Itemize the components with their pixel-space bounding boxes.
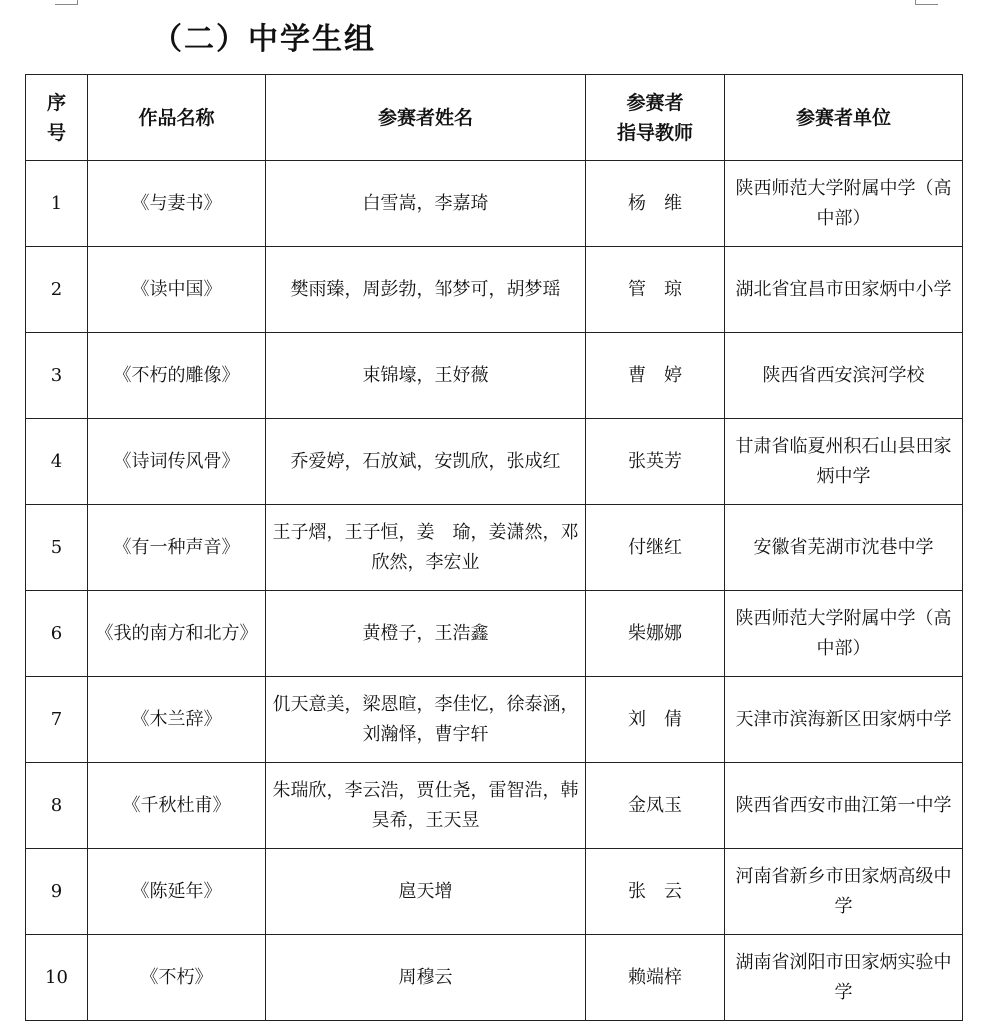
cell-unit: 陕西省西安滨河学校 — [725, 333, 963, 419]
header-teacher-line2: 指导教师 — [616, 121, 693, 144]
cell-no: 5 — [26, 505, 88, 591]
cell-work: 《不朽的雕像》 — [88, 333, 266, 419]
cell-unit: 安徽省芜湖市沈巷中学 — [725, 505, 963, 591]
awards-table — [25, 74, 963, 1021]
cell-unit: 甘肃省临夏州积石山县田家炳中学 — [725, 419, 963, 505]
cell-participants: 周穆云 — [266, 935, 586, 1021]
cell-no: 3 — [26, 333, 88, 419]
cell-teacher: 付继红 — [586, 505, 725, 591]
cell-teacher: 柴娜娜 — [586, 591, 725, 677]
cell-work: 《有一种声音》 — [88, 505, 266, 591]
table-row — [26, 419, 963, 505]
cell-unit: 湖南省浏阳市田家炳实验中学 — [725, 935, 963, 1021]
cell-teacher: 张英芳 — [586, 419, 725, 505]
table-row — [26, 161, 963, 247]
cell-participants: 黄橙子，王浩鑫 — [266, 591, 586, 677]
cell-participants: 仉天意美，梁恩暄，李佳忆，徐泰涵，刘瀚怿，曹宇轩 — [266, 677, 586, 763]
cell-teacher: 赖端梓 — [586, 935, 725, 1021]
cell-participants: 白雪嵩，李嘉琦 — [266, 161, 586, 247]
cell-no: 6 — [26, 591, 88, 677]
cell-work: 《诗词传风骨》 — [88, 419, 266, 505]
cell-unit: 河南省新乡市田家炳高级中学 — [725, 849, 963, 935]
header-unit: 参赛者单位 — [725, 75, 963, 161]
cell-no: 2 — [26, 247, 88, 333]
cell-no: 4 — [26, 419, 88, 505]
header-teacher — [586, 75, 725, 161]
cell-participants: 束锦壕，王妤薇 — [266, 333, 586, 419]
cell-unit: 天津市滨海新区田家炳中学 — [725, 677, 963, 763]
cell-work: 《陈延年》 — [88, 849, 266, 935]
table-header-row — [26, 75, 963, 161]
cell-work: 《千秋杜甫》 — [88, 763, 266, 849]
cell-unit: 陕西省西安市曲江第一中学 — [725, 763, 963, 849]
cell-teacher: 杨 维 — [586, 161, 725, 247]
cell-no: 10 — [26, 935, 88, 1021]
cell-participants: 扈天增 — [266, 849, 586, 935]
cell-participants: 乔爱婷，石放斌，安凯欣，张成红 — [266, 419, 586, 505]
page-corner-mark-left — [55, 0, 78, 5]
cell-teacher: 金凤玉 — [586, 763, 725, 849]
table-row — [26, 763, 963, 849]
table-row — [26, 333, 963, 419]
table-row — [26, 505, 963, 591]
cell-teacher: 张 云 — [586, 849, 725, 935]
cell-no: 1 — [26, 161, 88, 247]
cell-unit: 湖北省宜昌市田家炳中小学 — [725, 247, 963, 333]
cell-work: 《木兰辞》 — [88, 677, 266, 763]
cell-teacher: 曹 婷 — [586, 333, 725, 419]
header-work: 作品名称 — [88, 75, 266, 161]
cell-work: 《读中国》 — [88, 247, 266, 333]
table-row — [26, 935, 963, 1021]
cell-work: 《我的南方和北方》 — [88, 591, 266, 677]
section-title: （二）中学生组 — [152, 22, 376, 57]
cell-unit: 陕西师范大学附属中学（高中部） — [725, 161, 963, 247]
table-row — [26, 677, 963, 763]
table-row — [26, 849, 963, 935]
cell-unit: 陕西师范大学附属中学（高中部） — [725, 591, 963, 677]
cell-participants: 樊雨臻，周彭勃，邹梦可，胡梦瑶 — [266, 247, 586, 333]
header-no-label: 序号 — [46, 91, 66, 144]
cell-teacher: 管 琼 — [586, 247, 725, 333]
cell-no: 9 — [26, 849, 88, 935]
header-no — [26, 75, 88, 161]
table-row — [26, 247, 963, 333]
cell-teacher: 刘 倩 — [586, 677, 725, 763]
header-participants: 参赛者姓名 — [266, 75, 586, 161]
header-teacher-line1: 参赛者 — [626, 91, 684, 114]
cell-work: 《不朽》 — [88, 935, 266, 1021]
table-row — [26, 591, 963, 677]
cell-work: 《与妻书》 — [88, 161, 266, 247]
cell-participants: 朱瑞欣，李云浩，贾仕尧，雷智浩，韩昊希，王天昱 — [266, 763, 586, 849]
page-corner-mark-right — [915, 0, 938, 5]
cell-no: 8 — [26, 763, 88, 849]
cell-no: 7 — [26, 677, 88, 763]
cell-participants: 王子熠，王子恒，姜 瑜，姜潇然，邓欣然，李宏业 — [266, 505, 586, 591]
